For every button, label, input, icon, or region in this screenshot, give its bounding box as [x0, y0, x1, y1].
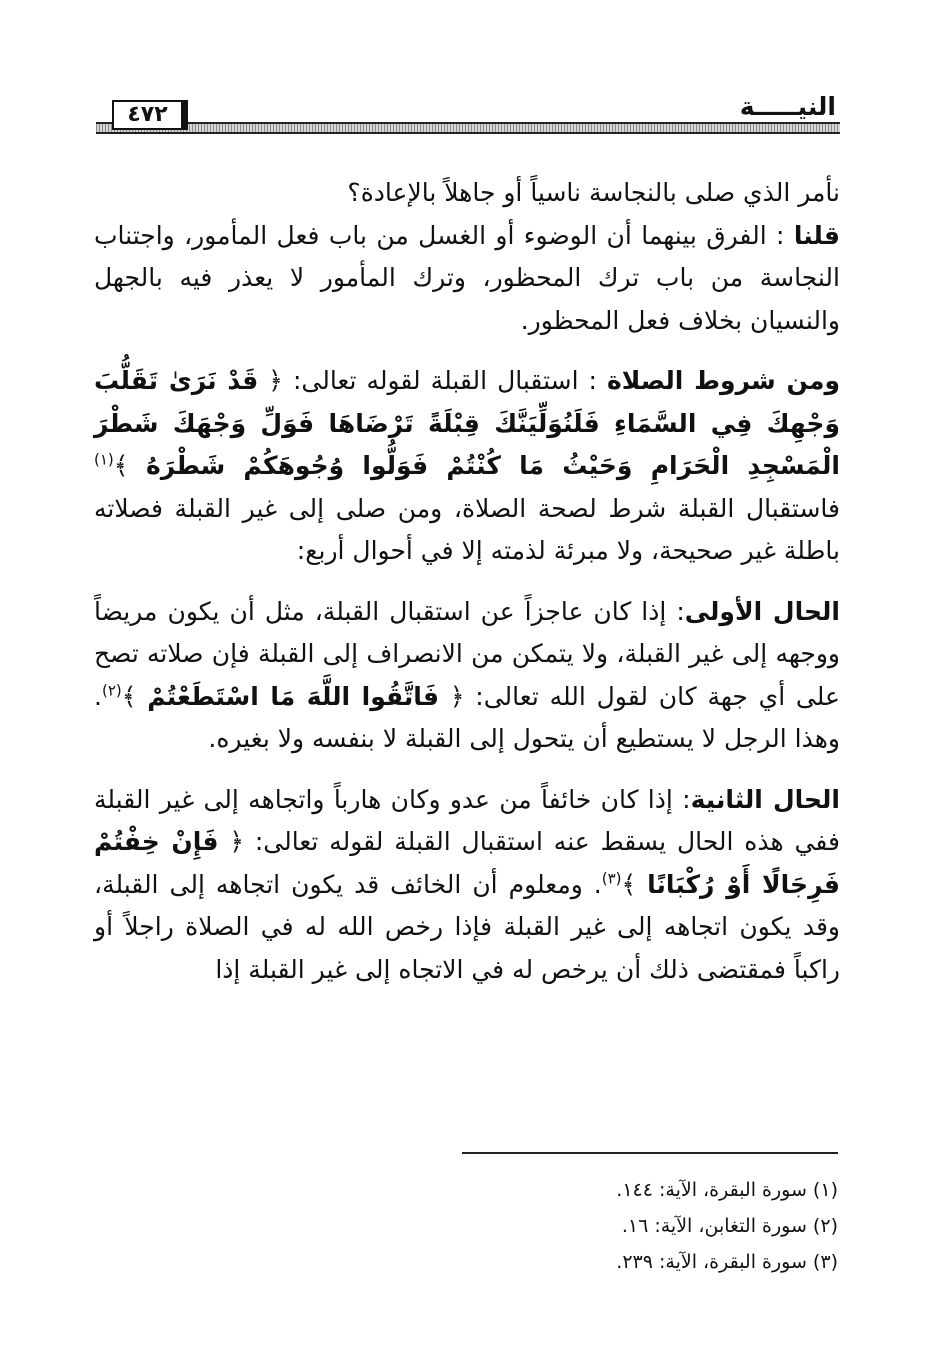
paragraph-2-lead: قلنا — [793, 220, 840, 250]
paragraph-4-text-b: . وهذا الرجل لا يستطيع أن يتحول إلى القبلة لا بنفسه ولا بغيره. — [94, 681, 840, 753]
ornate-bracket-open: ﴿ — [229, 827, 245, 856]
footnote-1: (١) سورة البقرة، الآية: ١٤٤. — [616, 1179, 838, 1201]
quran-verse-3: فَإِنْ خِفْتُمْ فَرِجَالًا أَوْ رُكْبَانًا — [94, 827, 840, 899]
paragraph-3-text-a: : استقبال القبلة لقوله تعالى: — [292, 366, 597, 395]
footnote-separator — [462, 1152, 838, 1154]
quran-verse-2: فَاتَّقُوا اللَّهَ مَا اسْتَطَعْتُمْ — [147, 681, 440, 711]
paragraph-5-text-a: : إذا كان خائفاً من عدو وكان هارباً واتجاهه إلى غير القبلة ففي هذه الحال يسقط عنه استقبال القبلة لقوله تعالى: — [94, 784, 840, 856]
paragraph-3-text-b: فاستقبال القبلة شرط لصحة الصلاة، ومن صلى إلى غير القبلة فصلاته باطلة غير صحيحة، ولا مبرئة لذمته إلا في أحوال أربع: — [94, 493, 840, 565]
paragraph-3-lead: ومن شروط الصلاة — [606, 366, 840, 395]
paragraph-4 — [94, 591, 840, 761]
running-title: النيـــــة — [739, 92, 836, 121]
ornate-bracket-open: ﴿ — [268, 366, 283, 395]
ornate-bracket-open: ﴿ — [449, 681, 465, 711]
paragraph-4-text-a: : إذا كان عاجزاً عن استقبال القبلة، مثل أن يكون مريضاً ووجهه إلى غير القبلة، ولا يتمكن من الانصراف إلى القبلة فإن صلاته تصح على أي جهة كان لقول الله تعالى: — [94, 596, 840, 711]
footnotes — [238, 1172, 838, 1280]
ornate-bracket-close: ﴾ — [621, 869, 637, 899]
main-text — [94, 172, 840, 991]
paragraph-3 — [94, 360, 840, 573]
footnote-3: (٣) سورة البقرة، الآية: ٢٣٩. — [616, 1251, 838, 1273]
paragraph-5 — [94, 779, 840, 992]
paragraph-2 — [94, 215, 840, 343]
footnote-ref-3: (٣) — [601, 869, 622, 888]
paragraph-4-lead: الحال الأولى — [684, 596, 840, 626]
header-rule — [96, 122, 840, 134]
footnote-ref-2: (٢) — [101, 681, 122, 700]
paragraph-2-text: : الفرق بينهما أن الوضوء أو الغسل من باب فعل المأمور، واجتناب النجاسة من باب ترك المحظور، وترك المأمور لا يعذر فيه بالجهل والنسيان بخلاف فعل المحظور. — [94, 220, 840, 335]
ornate-bracket-close: ﴾ — [113, 451, 129, 480]
paragraph-5-lead: الحال الثانية — [690, 784, 841, 814]
paragraph-5-text-b: . ومعلوم أن الخائف قد يكون اتجاهه إلى القبلة، وقد يكون اتجاهه إلى غير القبلة فإذا رخص الله له في الصلاة راجلاً أو راكباً فمقتضى ذلك أن يرخص له في الاتجاه إلى غير القبلة إذا — [94, 869, 840, 984]
paragraph-1: نأمر الذي صلى بالنجاسة ناسياً أو جاهلاً بالإعادة؟ — [347, 178, 840, 207]
ornate-bracket-close: ﴾ — [121, 681, 137, 711]
footnote-2: (٢) سورة التغابن، الآية: ١٦. — [621, 1215, 838, 1237]
footnote-ref-1: (١) — [94, 450, 114, 469]
quran-verse-1: قَدْ نَرَىٰ تَقَلُّبَ وَجْهِكَ فِي السَّمَاءِ فَلَنُوَلِّيَنَّكَ قِبْلَةً تَرْضَاهَا فَوَلِّ وَجْهَكَ شَطْرَ الْمَسْجِدِ الْحَرَامِ وَحَيْثُ مَا كُنْتُمْ فَوَلُّوا وُجُوهَكُمْ شَطْرَهُ — [94, 366, 840, 480]
page-header — [96, 92, 840, 138]
page-number: ٤٧٢ — [112, 100, 188, 130]
